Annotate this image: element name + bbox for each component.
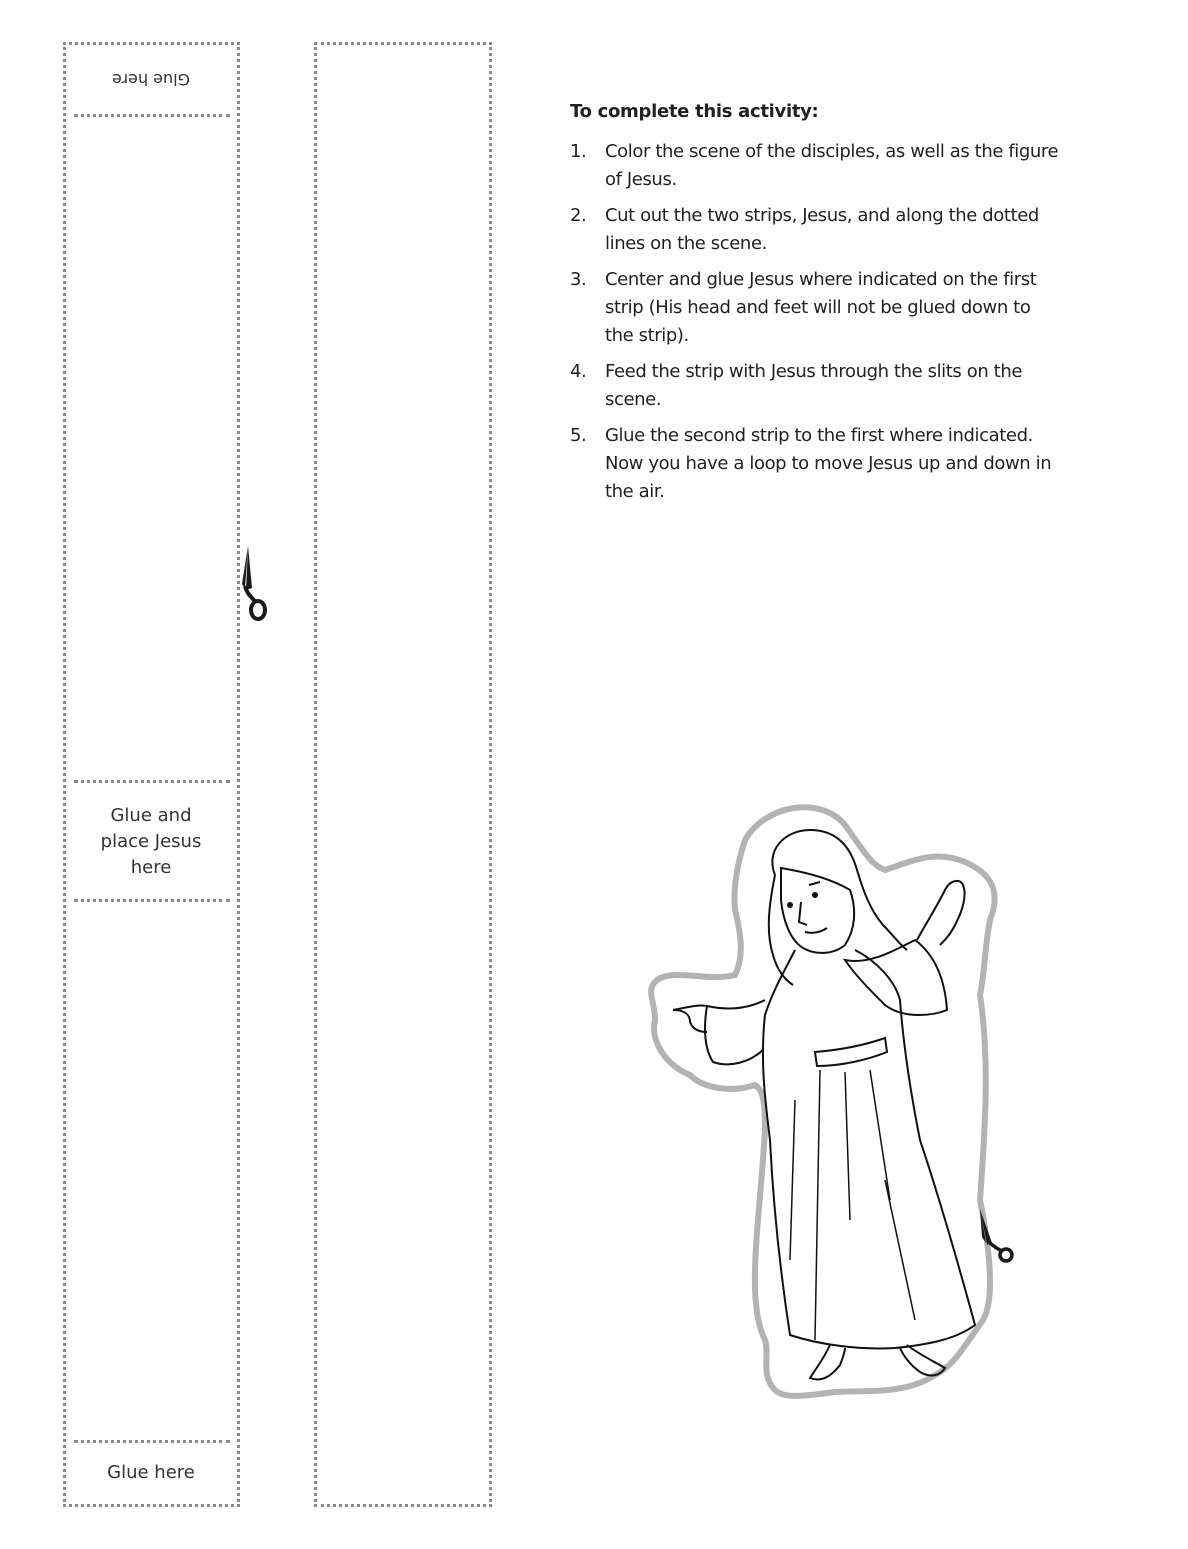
step-line: Color the scene of the disciples, as well as the figure	[605, 141, 1059, 162]
step-item	[570, 202, 1130, 258]
strip-1-jesus-top-divider	[74, 780, 230, 783]
step-line: Feed the strip with Jesus through the slits on the	[605, 361, 1023, 382]
step-line: the strip).	[605, 325, 689, 346]
step-line: the air.	[605, 481, 665, 502]
step-number: 1.	[570, 141, 587, 162]
step-item	[570, 422, 1130, 506]
step-line: Now you have a loop to move Jesus up and down in	[605, 453, 1052, 474]
glue-and-place-jesus-label	[66, 803, 236, 881]
step-number: 2.	[570, 205, 587, 226]
instructions-panel	[570, 101, 1130, 514]
step-item	[570, 138, 1130, 194]
step-line: Glue the second strip to the first where indicated.	[605, 425, 1033, 446]
step-item	[570, 266, 1130, 350]
label-line: here	[130, 857, 172, 878]
step-line: lines on the scene.	[605, 233, 767, 254]
eye-left	[787, 902, 793, 908]
label-line: Glue and	[110, 805, 192, 826]
scissors-icon	[974, 1207, 1016, 1267]
step-item	[570, 358, 1130, 414]
step-line: strip (His head and feet will not be glued down to	[605, 297, 1031, 318]
step-line: Cut out the two strips, Jesus, and along the dotted	[605, 205, 1039, 226]
cutout-strip-1	[63, 42, 240, 1507]
strip-1-top-divider	[74, 114, 230, 117]
step-line: of Jesus.	[605, 169, 677, 190]
label-line: place Jesus	[100, 831, 202, 852]
strip-1-bottom-divider	[74, 1440, 230, 1443]
steps-list	[570, 138, 1130, 506]
cutout-strip-2	[314, 42, 492, 1507]
step-line: scene.	[605, 389, 662, 410]
instructions-title: To complete this activity:	[570, 101, 819, 122]
eye-right	[812, 892, 818, 898]
glue-here-bottom-label: Glue here	[107, 1462, 195, 1483]
glue-here-top-label: Glue here	[112, 70, 190, 89]
step-line: Center and glue Jesus where indicated on the first	[605, 269, 1037, 290]
step-number: 4.	[570, 361, 587, 382]
jesus-figure-cutout	[645, 800, 1025, 1400]
step-number: 3.	[570, 269, 587, 290]
scissors-icon	[234, 544, 268, 624]
step-number: 5.	[570, 425, 587, 446]
strip-1-jesus-bottom-divider	[74, 899, 230, 902]
